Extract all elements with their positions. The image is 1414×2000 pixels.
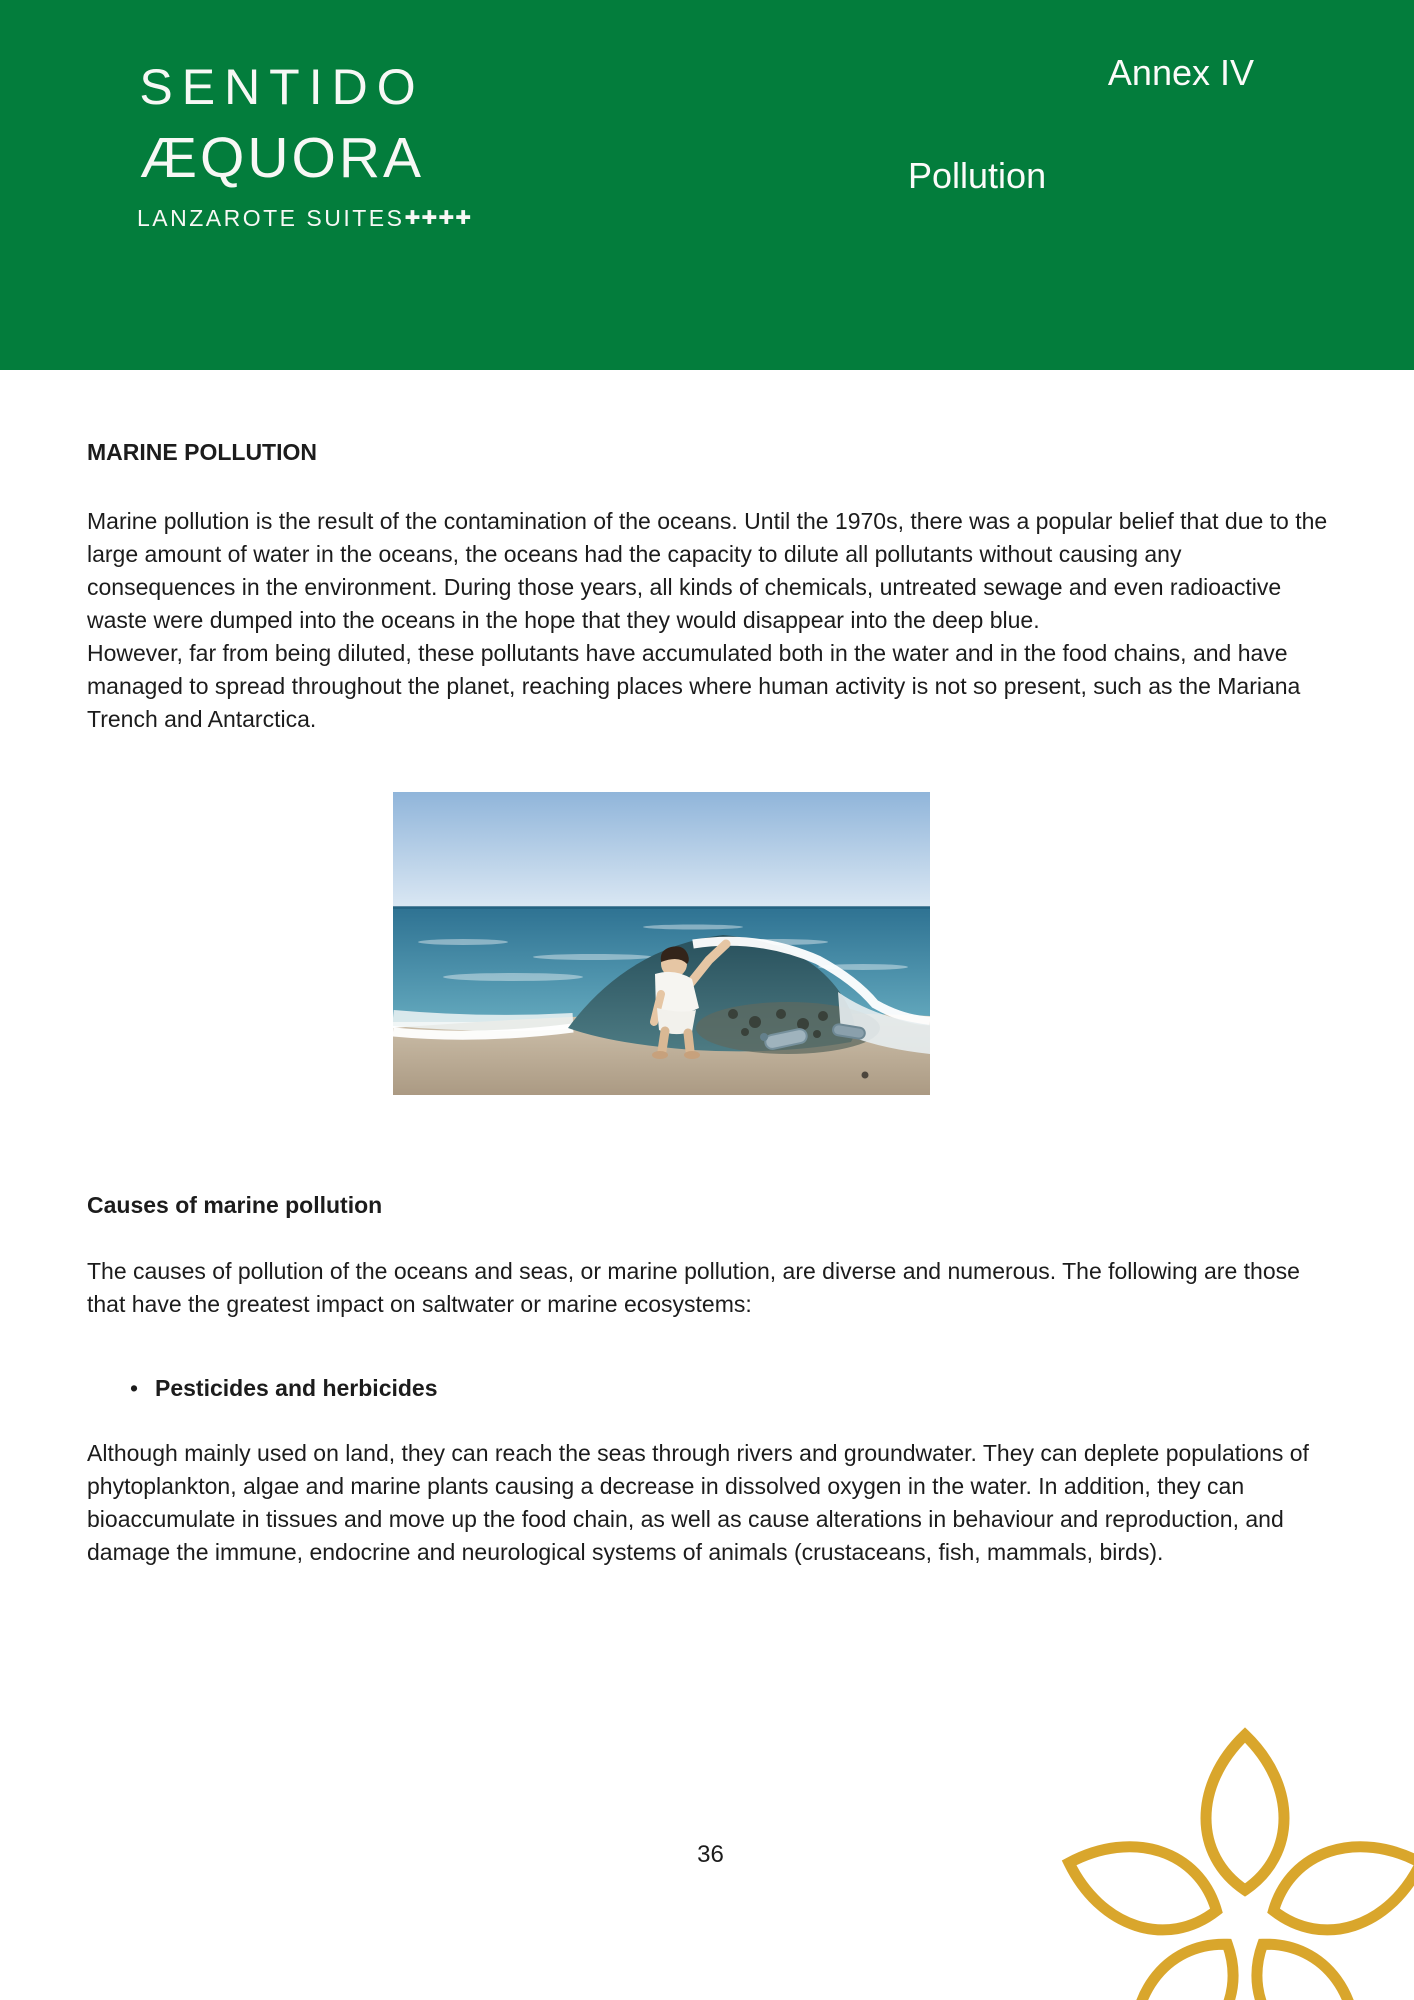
beach-pollution-photo xyxy=(393,792,930,1095)
logo-subtitle xyxy=(137,205,473,231)
bullet-pesticides-herbicides xyxy=(87,1372,1334,1405)
paragraph-marine-pollution-intro: Marine pollution is the result of the contamination of the oceans. Until the 1970s, there was a popular belief that due to the large amount of water in the oceans, the oceans had the capacity to dilute all pollutants without causing any consequences in the environment. During those years, all kinds of chemicals, untreated sewage and even radioactive waste were dumped into the oceans in the hope that they would disappear into the deep blue. xyxy=(87,508,1328,633)
sky xyxy=(393,792,930,912)
section-heading-causes: Causes of marine pollution xyxy=(87,1192,383,1218)
logo-name-text: ÆQUORA xyxy=(139,126,425,190)
foot-right xyxy=(684,1051,700,1059)
sand-pebble xyxy=(862,1072,869,1079)
section-heading-marine-pollution: MARINE POLLUTION xyxy=(87,439,317,465)
paragraph-pesticides-detail: Although mainly used on land, they can reach the seas through rivers and groundwater. They can deplete populations of phytoplankton, algae and marine plants causing a decrease in dissolved oxygen in the water. In addition, they can bioaccumulate in tissues and move up the food chain, as well as cause alterations in behaviour and reproduction, and damage the immune, endocrine and neurological systems of animals (crustaceans, fish, mammals, birds). xyxy=(87,1440,1309,1565)
page-title: Pollution xyxy=(908,155,1047,196)
horizon-line xyxy=(393,906,930,909)
logo-brand-text: SENTIDO xyxy=(139,59,425,115)
intro-paragraphs xyxy=(87,505,1334,736)
surf-foam xyxy=(393,1018,573,1023)
four-stars-icon: ✚✚✚✚ xyxy=(404,208,473,229)
paragraph-pollutants-accumulated: However, far from being diluted, these pollutants have accumulated both in the water and in the food chains, and have managed to spread throughout the planet, reaching places where human activity is not so present, such as the Mariana Trench and Antarctica. xyxy=(87,640,1301,732)
document-body xyxy=(0,370,1414,1569)
hotel-logo xyxy=(137,59,473,231)
page-number: 36 xyxy=(697,1841,724,1868)
bullet-label: Pesticides and herbicides xyxy=(155,1375,438,1401)
flower-ornament-icon xyxy=(994,1670,1414,2000)
foot-left xyxy=(652,1051,668,1059)
logo-subtitle-text: LANZAROTE SUITES xyxy=(137,205,405,231)
annex-label: Annex IV xyxy=(1107,52,1254,93)
page-header xyxy=(0,0,1414,370)
paragraph-causes-intro: The causes of pollution of the oceans and seas, or marine pollution, are diverse and numerous. The following are those that have the greatest impact on saltwater or marine ecosystems: xyxy=(87,1258,1300,1317)
